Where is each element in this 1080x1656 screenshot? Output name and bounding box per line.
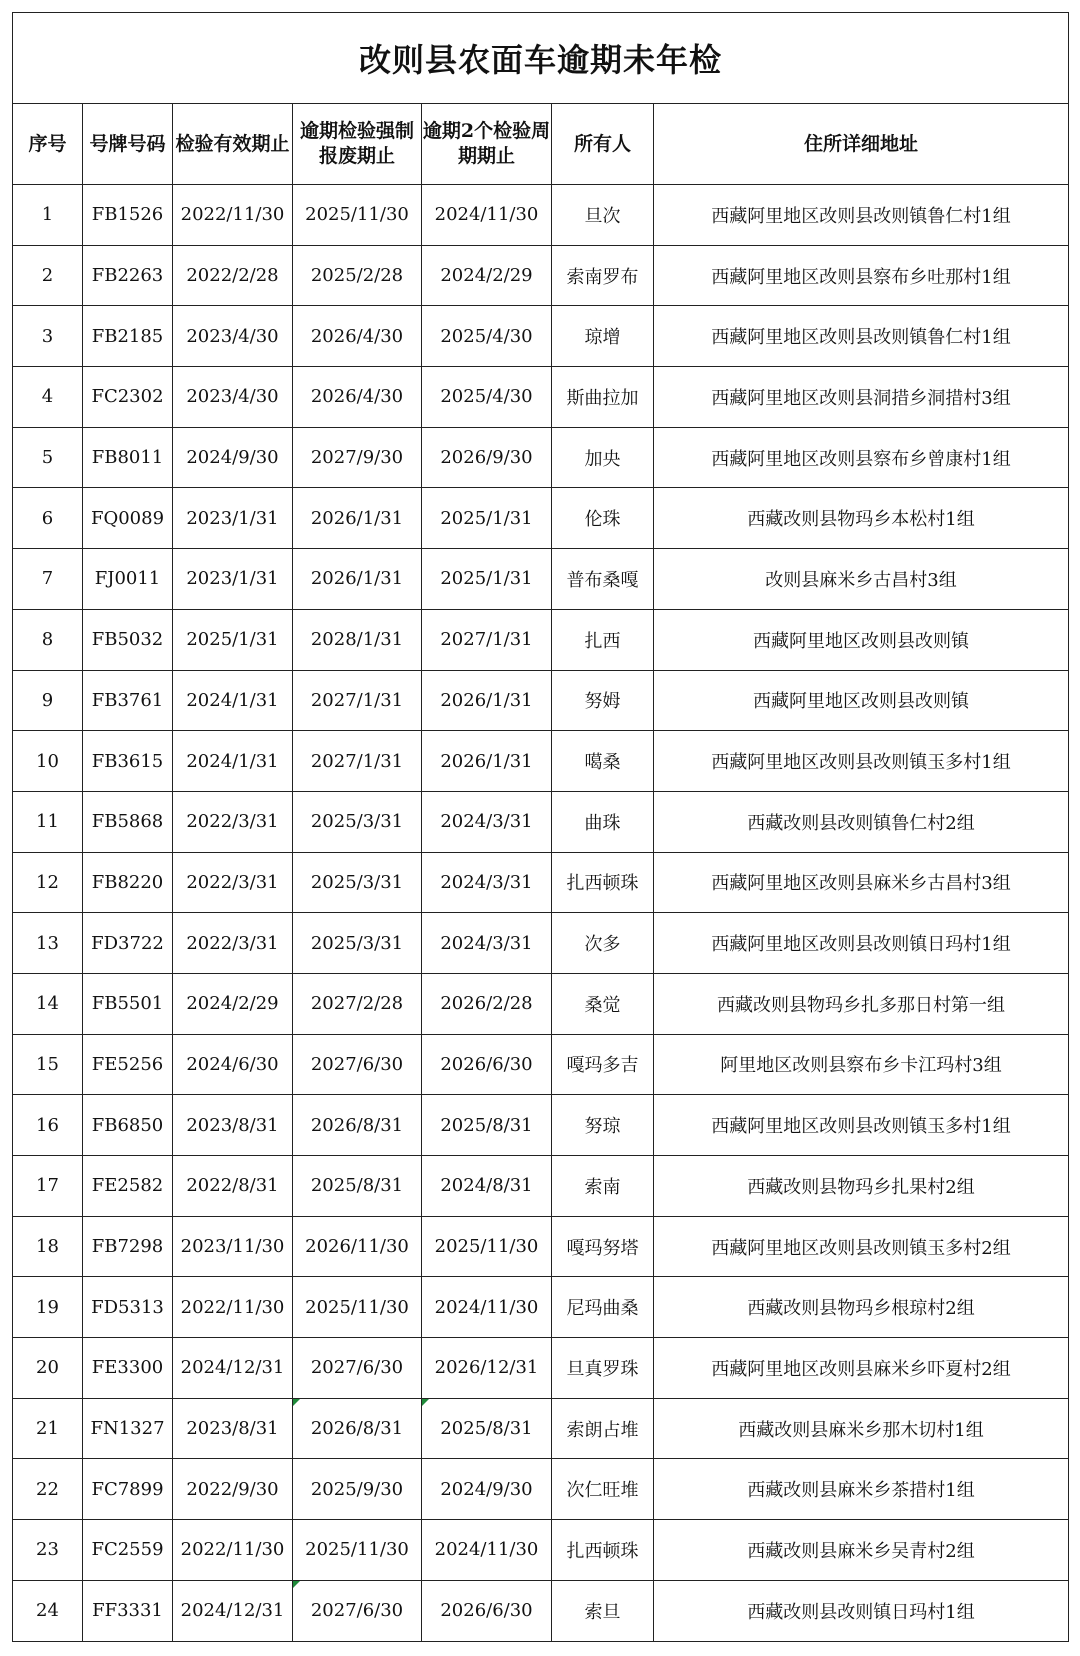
cell-address: 西藏阿里地区改则县改则镇玉多村1组 bbox=[654, 731, 1069, 792]
cell-seq: 1 bbox=[13, 185, 83, 246]
cell-scrap-deadline: 2026/8/31 bbox=[293, 1398, 422, 1459]
cell-owner: 琼增 bbox=[552, 306, 654, 367]
cell-scrap-deadline: 2027/2/28 bbox=[293, 973, 422, 1034]
cell-seq: 14 bbox=[13, 973, 83, 1034]
cell-address: 西藏阿里地区改则县改则镇鲁仁村1组 bbox=[654, 185, 1069, 246]
cell-two-cycle-deadline: 2027/1/31 bbox=[422, 609, 552, 670]
cell-address: 西藏改则县物玛乡本松村1组 bbox=[654, 488, 1069, 549]
cell-two-cycle-deadline: 2026/12/31 bbox=[422, 1338, 552, 1399]
cell-valid-until: 2022/9/30 bbox=[173, 1459, 293, 1520]
vehicle-inspection-sheet bbox=[12, 12, 1068, 1642]
cell-plate: FB5868 bbox=[83, 791, 173, 852]
cell-owner: 旦真罗珠 bbox=[552, 1338, 654, 1399]
cell-plate: FB2185 bbox=[83, 306, 173, 367]
cell-valid-until: 2022/8/31 bbox=[173, 1156, 293, 1217]
cell-scrap-deadline: 2026/4/30 bbox=[293, 367, 422, 428]
table-row bbox=[13, 488, 1069, 549]
cell-owner: 噶桑 bbox=[552, 731, 654, 792]
cell-address: 西藏阿里地区改则县改则镇 bbox=[654, 609, 1069, 670]
table-row bbox=[13, 1156, 1069, 1217]
cell-seq: 9 bbox=[13, 670, 83, 731]
header-two-cycle-deadline: 逾期2个检验周期期止 bbox=[422, 104, 552, 185]
cell-address: 西藏改则县物玛乡扎多那日村第一组 bbox=[654, 973, 1069, 1034]
cell-address: 西藏阿里地区改则县麻米乡古昌村3组 bbox=[654, 852, 1069, 913]
cell-two-cycle-deadline: 2024/3/31 bbox=[422, 791, 552, 852]
header-seq: 序号 bbox=[13, 104, 83, 185]
cell-scrap-deadline: 2026/1/31 bbox=[293, 488, 422, 549]
cell-address: 西藏改则县麻米乡吴青村2组 bbox=[654, 1520, 1069, 1581]
cell-two-cycle-deadline: 2024/8/31 bbox=[422, 1156, 552, 1217]
cell-scrap-deadline: 2027/6/30 bbox=[293, 1580, 422, 1641]
cell-two-cycle-deadline: 2024/11/30 bbox=[422, 1520, 552, 1581]
header-address: 住所详细地址 bbox=[654, 104, 1069, 185]
cell-valid-until: 2022/11/30 bbox=[173, 1520, 293, 1581]
cell-owner: 普布桑嘎 bbox=[552, 549, 654, 610]
cell-owner: 索旦 bbox=[552, 1580, 654, 1641]
cell-valid-until: 2024/1/31 bbox=[173, 670, 293, 731]
cell-plate: FB8220 bbox=[83, 852, 173, 913]
table-row bbox=[13, 1398, 1069, 1459]
table-row bbox=[13, 1095, 1069, 1156]
cell-address: 西藏阿里地区改则县改则镇 bbox=[654, 670, 1069, 731]
header-valid-until: 检验有效期止 bbox=[173, 104, 293, 185]
cell-owner: 次仁旺堆 bbox=[552, 1459, 654, 1520]
cell-owner: 嘎玛多吉 bbox=[552, 1034, 654, 1095]
cell-seq: 2 bbox=[13, 245, 83, 306]
cell-valid-until: 2023/4/30 bbox=[173, 306, 293, 367]
cell-address: 西藏阿里地区改则县改则镇日玛村1组 bbox=[654, 913, 1069, 974]
cell-valid-until: 2024/12/31 bbox=[173, 1338, 293, 1399]
cell-address: 西藏阿里地区改则县察布乡吐那村1组 bbox=[654, 245, 1069, 306]
cell-two-cycle-deadline: 2024/3/31 bbox=[422, 852, 552, 913]
cell-plate: FC7899 bbox=[83, 1459, 173, 1520]
table-row bbox=[13, 1277, 1069, 1338]
table-row bbox=[13, 1338, 1069, 1399]
cell-plate: FN1327 bbox=[83, 1398, 173, 1459]
table-row bbox=[13, 670, 1069, 731]
cell-owner: 嘎玛努塔 bbox=[552, 1216, 654, 1277]
cell-two-cycle-deadline: 2024/2/29 bbox=[422, 245, 552, 306]
cell-owner: 努琼 bbox=[552, 1095, 654, 1156]
cell-owner: 努姆 bbox=[552, 670, 654, 731]
cell-seq: 3 bbox=[13, 306, 83, 367]
table-row bbox=[13, 549, 1069, 610]
cell-valid-until: 2022/3/31 bbox=[173, 913, 293, 974]
cell-seq: 20 bbox=[13, 1338, 83, 1399]
cell-seq: 6 bbox=[13, 488, 83, 549]
cell-plate: FB1526 bbox=[83, 185, 173, 246]
cell-two-cycle-deadline: 2024/11/30 bbox=[422, 1277, 552, 1338]
overdue-inspection-table bbox=[12, 12, 1069, 1642]
cell-scrap-deadline: 2026/1/31 bbox=[293, 549, 422, 610]
cell-two-cycle-deadline: 2025/1/31 bbox=[422, 549, 552, 610]
cell-plate: FC2559 bbox=[83, 1520, 173, 1581]
cell-two-cycle-deadline: 2024/11/30 bbox=[422, 185, 552, 246]
cell-address: 西藏阿里地区改则县改则镇鲁仁村1组 bbox=[654, 306, 1069, 367]
cell-two-cycle-deadline: 2025/1/31 bbox=[422, 488, 552, 549]
cell-plate: FD5313 bbox=[83, 1277, 173, 1338]
table-row bbox=[13, 185, 1069, 246]
cell-seq: 8 bbox=[13, 609, 83, 670]
cell-owner: 扎西顿珠 bbox=[552, 852, 654, 913]
cell-owner: 索朗占堆 bbox=[552, 1398, 654, 1459]
cell-plate: FF3331 bbox=[83, 1580, 173, 1641]
cell-scrap-deadline: 2027/9/30 bbox=[293, 427, 422, 488]
cell-owner: 尼玛曲桑 bbox=[552, 1277, 654, 1338]
cell-address: 西藏改则县麻米乡茶措村1组 bbox=[654, 1459, 1069, 1520]
cell-valid-until: 2024/2/29 bbox=[173, 973, 293, 1034]
cell-scrap-deadline: 2026/4/30 bbox=[293, 306, 422, 367]
cell-seq: 23 bbox=[13, 1520, 83, 1581]
cell-seq: 15 bbox=[13, 1034, 83, 1095]
cell-two-cycle-deadline: 2026/1/31 bbox=[422, 731, 552, 792]
header-scrap-deadline: 逾期检验强制报废期止 bbox=[293, 104, 422, 185]
cell-address: 西藏改则县麻米乡那木切村1组 bbox=[654, 1398, 1069, 1459]
cell-plate: FB5501 bbox=[83, 973, 173, 1034]
cell-scrap-deadline: 2026/11/30 bbox=[293, 1216, 422, 1277]
cell-seq: 12 bbox=[13, 852, 83, 913]
table-row bbox=[13, 1459, 1069, 1520]
cell-seq: 19 bbox=[13, 1277, 83, 1338]
cell-address: 西藏阿里地区改则县改则镇玉多村1组 bbox=[654, 1095, 1069, 1156]
cell-valid-until: 2022/3/31 bbox=[173, 852, 293, 913]
cell-address: 西藏阿里地区改则县麻米乡吓夏村2组 bbox=[654, 1338, 1069, 1399]
cell-scrap-deadline: 2025/2/28 bbox=[293, 245, 422, 306]
cell-owner: 斯曲拉加 bbox=[552, 367, 654, 428]
table-row bbox=[13, 913, 1069, 974]
cell-owner: 索南罗布 bbox=[552, 245, 654, 306]
cell-scrap-deadline: 2025/3/31 bbox=[293, 852, 422, 913]
cell-plate: FB6850 bbox=[83, 1095, 173, 1156]
cell-two-cycle-deadline: 2025/4/30 bbox=[422, 306, 552, 367]
table-row bbox=[13, 791, 1069, 852]
cell-plate: FC2302 bbox=[83, 367, 173, 428]
cell-two-cycle-deadline: 2026/9/30 bbox=[422, 427, 552, 488]
cell-plate: FQ0089 bbox=[83, 488, 173, 549]
cell-owner: 扎西顿珠 bbox=[552, 1520, 654, 1581]
table-row bbox=[13, 1034, 1069, 1095]
cell-valid-until: 2025/1/31 bbox=[173, 609, 293, 670]
cell-two-cycle-deadline: 2025/11/30 bbox=[422, 1216, 552, 1277]
cell-valid-until: 2022/3/31 bbox=[173, 791, 293, 852]
cell-valid-until: 2023/1/31 bbox=[173, 488, 293, 549]
cell-valid-until: 2024/1/31 bbox=[173, 731, 293, 792]
table-row bbox=[13, 1580, 1069, 1641]
cell-scrap-deadline: 2026/8/31 bbox=[293, 1095, 422, 1156]
cell-valid-until: 2023/1/31 bbox=[173, 549, 293, 610]
cell-scrap-deadline: 2027/6/30 bbox=[293, 1034, 422, 1095]
header-owner: 所有人 bbox=[552, 104, 654, 185]
cell-address: 西藏改则县物玛乡扎果村2组 bbox=[654, 1156, 1069, 1217]
cell-plate: FB2263 bbox=[83, 245, 173, 306]
cell-plate: FB8011 bbox=[83, 427, 173, 488]
cell-seq: 24 bbox=[13, 1580, 83, 1641]
cell-owner: 伦珠 bbox=[552, 488, 654, 549]
cell-scrap-deadline: 2027/6/30 bbox=[293, 1338, 422, 1399]
cell-plate: FB3615 bbox=[83, 731, 173, 792]
cell-seq: 21 bbox=[13, 1398, 83, 1459]
table-body bbox=[13, 185, 1069, 1642]
cell-owner: 索南 bbox=[552, 1156, 654, 1217]
cell-two-cycle-deadline: 2024/3/31 bbox=[422, 913, 552, 974]
cell-valid-until: 2022/2/28 bbox=[173, 245, 293, 306]
table-row bbox=[13, 306, 1069, 367]
cell-two-cycle-deadline: 2026/2/28 bbox=[422, 973, 552, 1034]
cell-scrap-deadline: 2025/11/30 bbox=[293, 1277, 422, 1338]
cell-two-cycle-deadline: 2026/6/30 bbox=[422, 1580, 552, 1641]
cell-valid-until: 2024/6/30 bbox=[173, 1034, 293, 1095]
cell-owner: 次多 bbox=[552, 913, 654, 974]
cell-address: 西藏改则县改则镇鲁仁村2组 bbox=[654, 791, 1069, 852]
table-row bbox=[13, 245, 1069, 306]
cell-owner: 旦次 bbox=[552, 185, 654, 246]
table-row bbox=[13, 852, 1069, 913]
cell-owner: 加央 bbox=[552, 427, 654, 488]
cell-scrap-deadline: 2025/11/30 bbox=[293, 185, 422, 246]
cell-two-cycle-deadline: 2025/4/30 bbox=[422, 367, 552, 428]
cell-seq: 18 bbox=[13, 1216, 83, 1277]
cell-valid-until: 2024/12/31 bbox=[173, 1580, 293, 1641]
cell-seq: 16 bbox=[13, 1095, 83, 1156]
header-row bbox=[13, 104, 1069, 185]
cell-scrap-deadline: 2025/3/31 bbox=[293, 913, 422, 974]
cell-two-cycle-deadline: 2026/1/31 bbox=[422, 670, 552, 731]
cell-owner: 扎西 bbox=[552, 609, 654, 670]
cell-scrap-deadline: 2025/11/30 bbox=[293, 1520, 422, 1581]
cell-valid-until: 2022/11/30 bbox=[173, 185, 293, 246]
cell-plate: FE2582 bbox=[83, 1156, 173, 1217]
cell-seq: 13 bbox=[13, 913, 83, 974]
cell-valid-until: 2022/11/30 bbox=[173, 1277, 293, 1338]
cell-plate: FB5032 bbox=[83, 609, 173, 670]
cell-two-cycle-deadline: 2026/6/30 bbox=[422, 1034, 552, 1095]
cell-plate: FJ0011 bbox=[83, 549, 173, 610]
cell-address: 西藏阿里地区改则县洞措乡洞措村3组 bbox=[654, 367, 1069, 428]
cell-valid-until: 2023/4/30 bbox=[173, 367, 293, 428]
cell-seq: 7 bbox=[13, 549, 83, 610]
cell-two-cycle-deadline: 2024/9/30 bbox=[422, 1459, 552, 1520]
cell-owner: 曲珠 bbox=[552, 791, 654, 852]
cell-owner: 桑觉 bbox=[552, 973, 654, 1034]
cell-valid-until: 2023/8/31 bbox=[173, 1398, 293, 1459]
cell-seq: 5 bbox=[13, 427, 83, 488]
cell-valid-until: 2023/11/30 bbox=[173, 1216, 293, 1277]
cell-plate: FD3722 bbox=[83, 913, 173, 974]
table-row bbox=[13, 1520, 1069, 1581]
table-row bbox=[13, 1216, 1069, 1277]
cell-valid-until: 2023/8/31 bbox=[173, 1095, 293, 1156]
cell-address: 西藏阿里地区改则县改则镇玉多村2组 bbox=[654, 1216, 1069, 1277]
cell-scrap-deadline: 2028/1/31 bbox=[293, 609, 422, 670]
cell-seq: 10 bbox=[13, 731, 83, 792]
cell-seq: 22 bbox=[13, 1459, 83, 1520]
header-plate: 号牌号码 bbox=[83, 104, 173, 185]
cell-scrap-deadline: 2025/3/31 bbox=[293, 791, 422, 852]
cell-seq: 17 bbox=[13, 1156, 83, 1217]
cell-address: 西藏改则县物玛乡根琼村2组 bbox=[654, 1277, 1069, 1338]
cell-plate: FB3761 bbox=[83, 670, 173, 731]
cell-address: 改则县麻米乡古昌村3组 bbox=[654, 549, 1069, 610]
cell-address: 阿里地区改则县察布乡卡江玛村3组 bbox=[654, 1034, 1069, 1095]
cell-plate: FE5256 bbox=[83, 1034, 173, 1095]
table-row bbox=[13, 731, 1069, 792]
cell-scrap-deadline: 2027/1/31 bbox=[293, 670, 422, 731]
cell-scrap-deadline: 2027/1/31 bbox=[293, 731, 422, 792]
table-row bbox=[13, 609, 1069, 670]
cell-scrap-deadline: 2025/8/31 bbox=[293, 1156, 422, 1217]
table-row bbox=[13, 427, 1069, 488]
cell-two-cycle-deadline: 2025/8/31 bbox=[422, 1095, 552, 1156]
table-row bbox=[13, 367, 1069, 428]
cell-address: 西藏改则县改则镇日玛村1组 bbox=[654, 1580, 1069, 1641]
cell-plate: FB7298 bbox=[83, 1216, 173, 1277]
table-title: 改则县农面车逾期未年检 bbox=[13, 13, 1069, 104]
cell-scrap-deadline: 2025/9/30 bbox=[293, 1459, 422, 1520]
cell-valid-until: 2024/9/30 bbox=[173, 427, 293, 488]
cell-two-cycle-deadline: 2025/8/31 bbox=[422, 1398, 552, 1459]
cell-plate: FE3300 bbox=[83, 1338, 173, 1399]
table-row bbox=[13, 973, 1069, 1034]
cell-seq: 11 bbox=[13, 791, 83, 852]
cell-address: 西藏阿里地区改则县察布乡曾康村1组 bbox=[654, 427, 1069, 488]
cell-seq: 4 bbox=[13, 367, 83, 428]
